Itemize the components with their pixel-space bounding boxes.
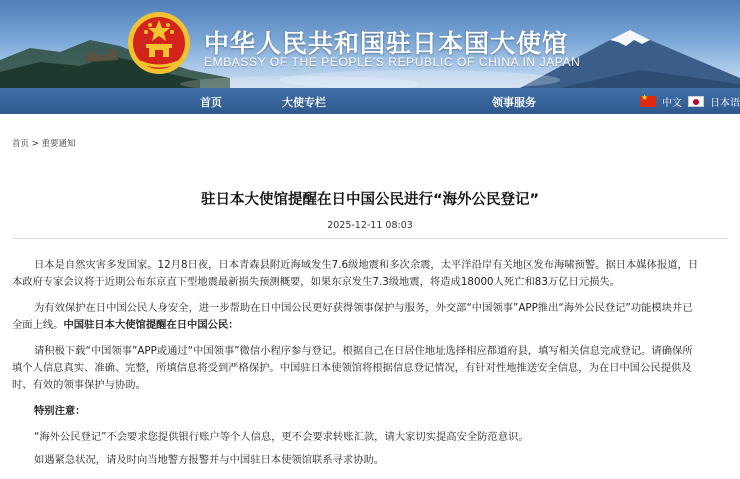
breadcrumb-separator: > — [29, 139, 42, 149]
lang-chinese-label: 中文 — [662, 98, 682, 109]
paragraph-3-line-3: 时、有效的领事保护与协助。 — [12, 379, 146, 391]
paragraph-2-line-2 — [12, 317, 702, 334]
embassy-title-cn: 中华人民共和国驻日本国大使馆 — [204, 29, 569, 58]
breadcrumb-current[interactable]: 重要通知 — [41, 139, 76, 149]
lang-japanese[interactable] — [688, 94, 740, 109]
paragraph-3-line-2: 填个人信息真实、准确、完整，所填信息将受到严格保护。中国驻日本使领馆将根据信息登记情况，有针对性地推送安全信息，为在日中国公民提供及 — [12, 362, 692, 374]
lang-chinese[interactable] — [640, 94, 682, 109]
nav-item-ambassador[interactable]: 大使专栏 — [282, 96, 326, 109]
special-notice-heading: 特别注意： — [34, 405, 86, 417]
breadcrumb — [12, 137, 76, 149]
paragraph-3-line-1: 请积极下载“中国领事”APP或通过“中国领事”微信小程序参与登记。根据自己在日居住地址选择相应都道府县，填写相关信息完成登记。请确保所 — [34, 345, 693, 357]
china-flag-icon — [640, 96, 656, 107]
paragraph-1-line-2: 本政府专家会议将于近期公布东京直下型地震最新损失预测概要，如果东京发生7.3级地震，将造成18000人死亡和83万亿日元损失。 — [12, 276, 620, 288]
nav-item-home[interactable]: 首页 — [200, 96, 222, 109]
main-nav — [0, 88, 740, 114]
lang-japanese-label: 日本语 — [710, 98, 740, 109]
paragraph-4: “海外公民登记”不会要求您提供银行账户等个人信息，更不会要求转账汇款，请大家切实提高安全防范意识。 — [34, 431, 529, 443]
national-emblem-icon — [126, 10, 192, 76]
paragraph-2-emphasis: 中国驻日本大使馆提醒在日中国公民： — [63, 319, 239, 331]
breadcrumb-home[interactable]: 首页 — [12, 139, 30, 149]
japan-flag-icon — [688, 96, 704, 107]
header-banner — [0, 0, 740, 88]
article-title: 驻日本大使馆提醒在日中国公民进行“海外公民登记” — [200, 192, 540, 208]
paragraph-2-lead: 全面上线。 — [12, 319, 64, 331]
paragraph-5: 如遇紧急状况，请及时向当地警方报警并与中国驻日本使领馆联系寻求协助。 — [34, 454, 385, 466]
paragraph-1-line-1: 日本是自然灾害多发国家。12月8日夜，日本青森县附近海域发生7.6级地震和多次余震，太平洋沿岸有关地区发布海啸预警。据日本媒体报道，日 — [34, 259, 699, 271]
paragraph-2-line-1: 为有效保护在日中国公民人身安全，进一步帮助在日中国公民更好获得领事保护与服务，外交部“中国领事”APP推出“海外公民登记”功能模块并已 — [34, 302, 693, 314]
nav-item-consular[interactable]: 领事服务 — [492, 96, 536, 109]
article-date: 2025-12-11 08:03 — [327, 220, 413, 231]
embassy-title-en: EMBASSY OF THE PEOPLE'S REPUBLIC OF CHINA IN JAPAN — [204, 55, 581, 69]
title-divider — [12, 238, 728, 239]
